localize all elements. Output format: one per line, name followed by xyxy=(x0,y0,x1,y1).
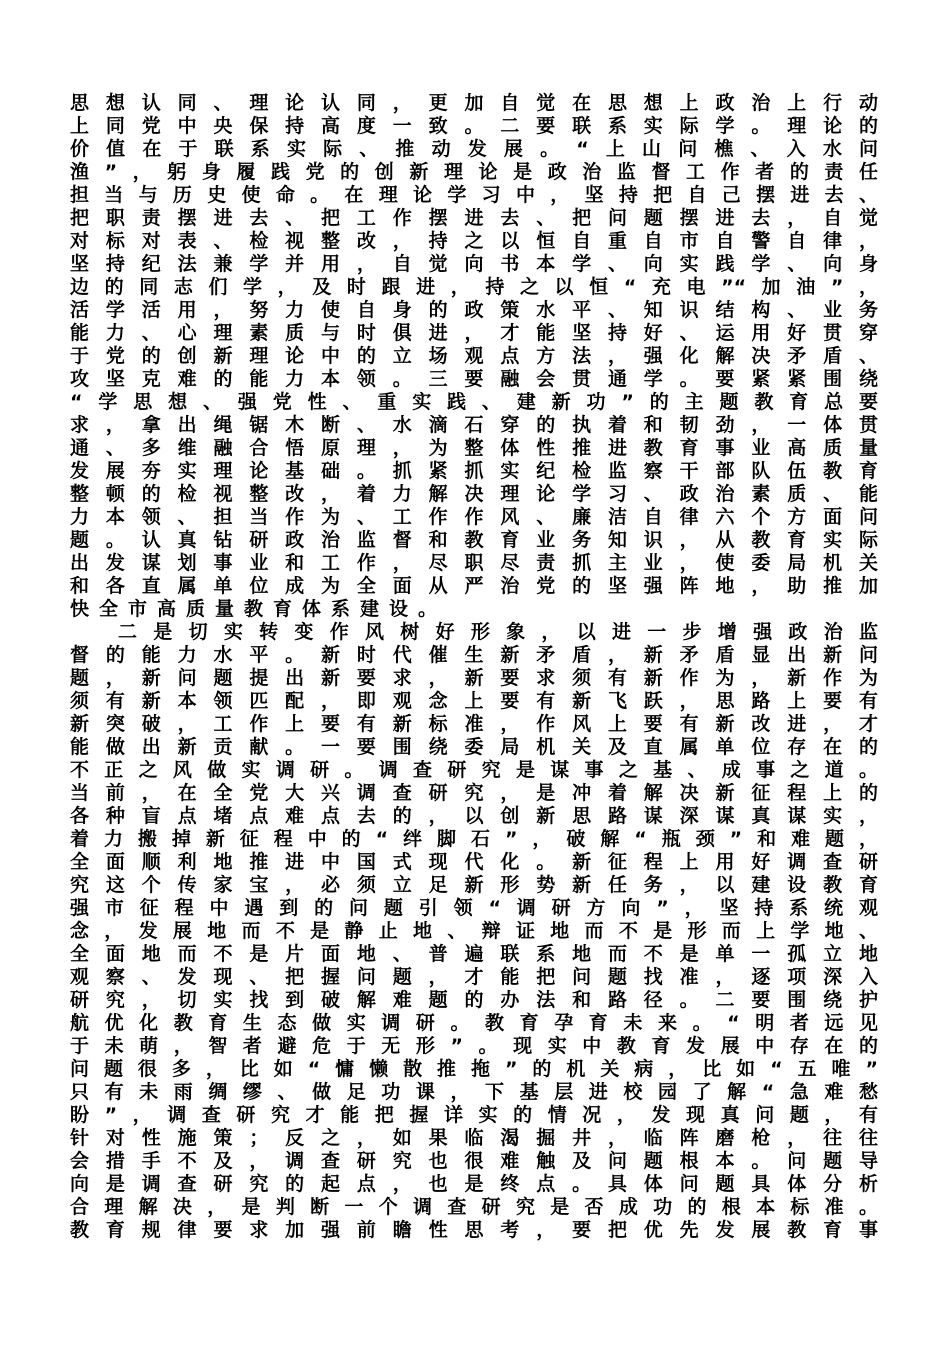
text-line: 和各直属单位成为全面从严治党的坚强阵地，助推加 xyxy=(70,575,878,597)
text-line: 对标对表、检视整改，持之以恒自重自市自警自律， xyxy=(70,230,878,252)
text-line: 能力、心理素质与时俱进，才能坚持好、运用好贯穿 xyxy=(70,322,878,344)
text-line: 航优化教育生态做实调研。教育孕育未来。“明者远见 xyxy=(70,1012,878,1034)
text-line: 担当与历史使命。在理论学习中，坚持把自己摆进去、 xyxy=(70,184,878,206)
text-line: 针对性施策；反之，如果临渴掘井，临阵磨枪，往往 xyxy=(70,1127,878,1149)
text-line: 求，拿出绳锯木断、水滴石穿的执着和韧劲，一体贯 xyxy=(70,414,878,436)
text-line: 出发谋划事业和工作，尽职尽责抓主业，使委局机关 xyxy=(70,552,878,574)
text-line: 当前，在全党大兴调查研究，是冲着解决新征程上的 xyxy=(70,782,878,804)
text-line: 究这个传家宝，必须立足新形势新任务，以建设教育 xyxy=(70,874,878,896)
text-line: 研究，切实找到破解难题的办法和路径。二要围绕护 xyxy=(70,989,878,1011)
text-line: 向是调查研究的起点，也是终点。具体问题具体分析 xyxy=(70,1173,878,1195)
text-line: 题，新问题提出新要求，新要求须有新作为，新作为 xyxy=(70,667,878,689)
text-line: 教育规律要求加强前瞻性思考，要把优先发展教育事 xyxy=(70,1219,878,1241)
text-line: 观察、发现、把握问题，才能把问题找准，逐项深入 xyxy=(70,966,878,988)
text-line: 能做出新贡献。一要围绕委局机关及直属单位存在的 xyxy=(70,736,878,758)
text-line: 价值在于联系实际、推动发展。“上山问樵、入水问 xyxy=(70,138,878,160)
text-line: 各种盲点堵点难点去的，以创新思路谋深谋真谋实， xyxy=(70,805,878,827)
text-line: 攻坚克难的能力本领。三要融会贯通学。要紧紧围绕 xyxy=(70,368,878,390)
text-line: 不正之风做实调研。调查研究是谋事之基、成事之道。 xyxy=(70,759,878,781)
paragraph-1 xyxy=(70,92,878,621)
text-line: 督的能力水平。新时代催生新矛盾，新矛盾显出新问 xyxy=(70,644,878,666)
text-line: 只有未雨绸缪、做足功课，下基层进校园了解“急难愁 xyxy=(70,1081,878,1103)
text-line: 思想认同、理论认同，更加自觉在思想上政治上行动 xyxy=(70,92,878,114)
text-line: 坚持纪法兼学并用，自觉向书本学、向实践学、向身 xyxy=(70,253,878,275)
text-line: 二是切实转变作风树好形象，以进一步增强政治监 xyxy=(118,621,878,643)
text-line: 整顿的检视整改，着力解决理论学习、政治素质、能 xyxy=(70,483,878,505)
text-line: “学思想、强党性、重实践、建新功”的主题教育总要 xyxy=(70,391,878,413)
text-line: 力本领、担当作为、工作作风、廉洁自律六个方面问 xyxy=(70,506,878,528)
text-line: 会措手不及，调查研究也很难触及问题根本。问题导 xyxy=(70,1150,878,1172)
text-line: 合理解决，是判断一个调查研究是否成功的根本标准。 xyxy=(70,1196,878,1218)
text-line: 题。认真钻研政治监督和教育业务知识，从教育实际 xyxy=(70,529,878,551)
text-line: 问题很多，比如“慵懒散推拖”的机关病，比如“五唯” xyxy=(70,1058,878,1080)
text-line: 须有新本领匹配，即观念上要有新飞跃，思路上要有 xyxy=(70,690,878,712)
text-line: 新突破，工作上要有新标准，作风上要有新改进，才 xyxy=(70,713,878,735)
text-line: 念，发展地而不是静止地、辩证地而不是形而上学地、 xyxy=(70,920,878,942)
text-line: 发展夯实理论基础。抓紧抓实纪检监察干部队伍教育 xyxy=(70,460,878,482)
text-line: 上同党中央保持高度一致。二要联系实际学。理论的 xyxy=(70,115,878,137)
text-line: 全面顺利地推进中国式现代化。新征程上用好调查研 xyxy=(70,851,878,873)
text-line: 通、多维融合悟原理，为整体性推进教育事业高质量 xyxy=(70,437,878,459)
document-page xyxy=(70,92,878,1242)
text-line: 全面地而不是片面地、普遍联系地而不是单一孤立地 xyxy=(70,943,878,965)
text-line: 盼”，调查研究才能把握详实的情况，发现真问题，有 xyxy=(70,1104,878,1126)
text-line: 把职责摆进去、把工作摆进去、把问题摆进去，自觉 xyxy=(70,207,878,229)
text-line: 于未萌，智者避危于无形”。现实中教育发展中存在的 xyxy=(70,1035,878,1057)
text-line: 活学活用，努力使自身的政策水平、知识结构、业务 xyxy=(70,299,878,321)
text-line: 于党的创新理论中的立场观点方法，强化解决矛盾、 xyxy=(70,345,878,367)
text-line: 快全市高质量教育体系建设。 xyxy=(70,598,448,620)
text-line: 着力搬掉新征程中的“绊脚石”，破解“瓶颈”和难题， xyxy=(70,828,878,850)
text-line: 边的同志们学，及时跟进，持之以恒“充电”“加油”， xyxy=(70,276,878,298)
text-line: 渔”，躬身履践党的创新理论是政治监督工作者的责任 xyxy=(70,161,878,183)
paragraph-2 xyxy=(70,621,878,1242)
text-line: 强市征程中遇到的问题引领“调研方向”，坚持系统观 xyxy=(70,897,878,919)
